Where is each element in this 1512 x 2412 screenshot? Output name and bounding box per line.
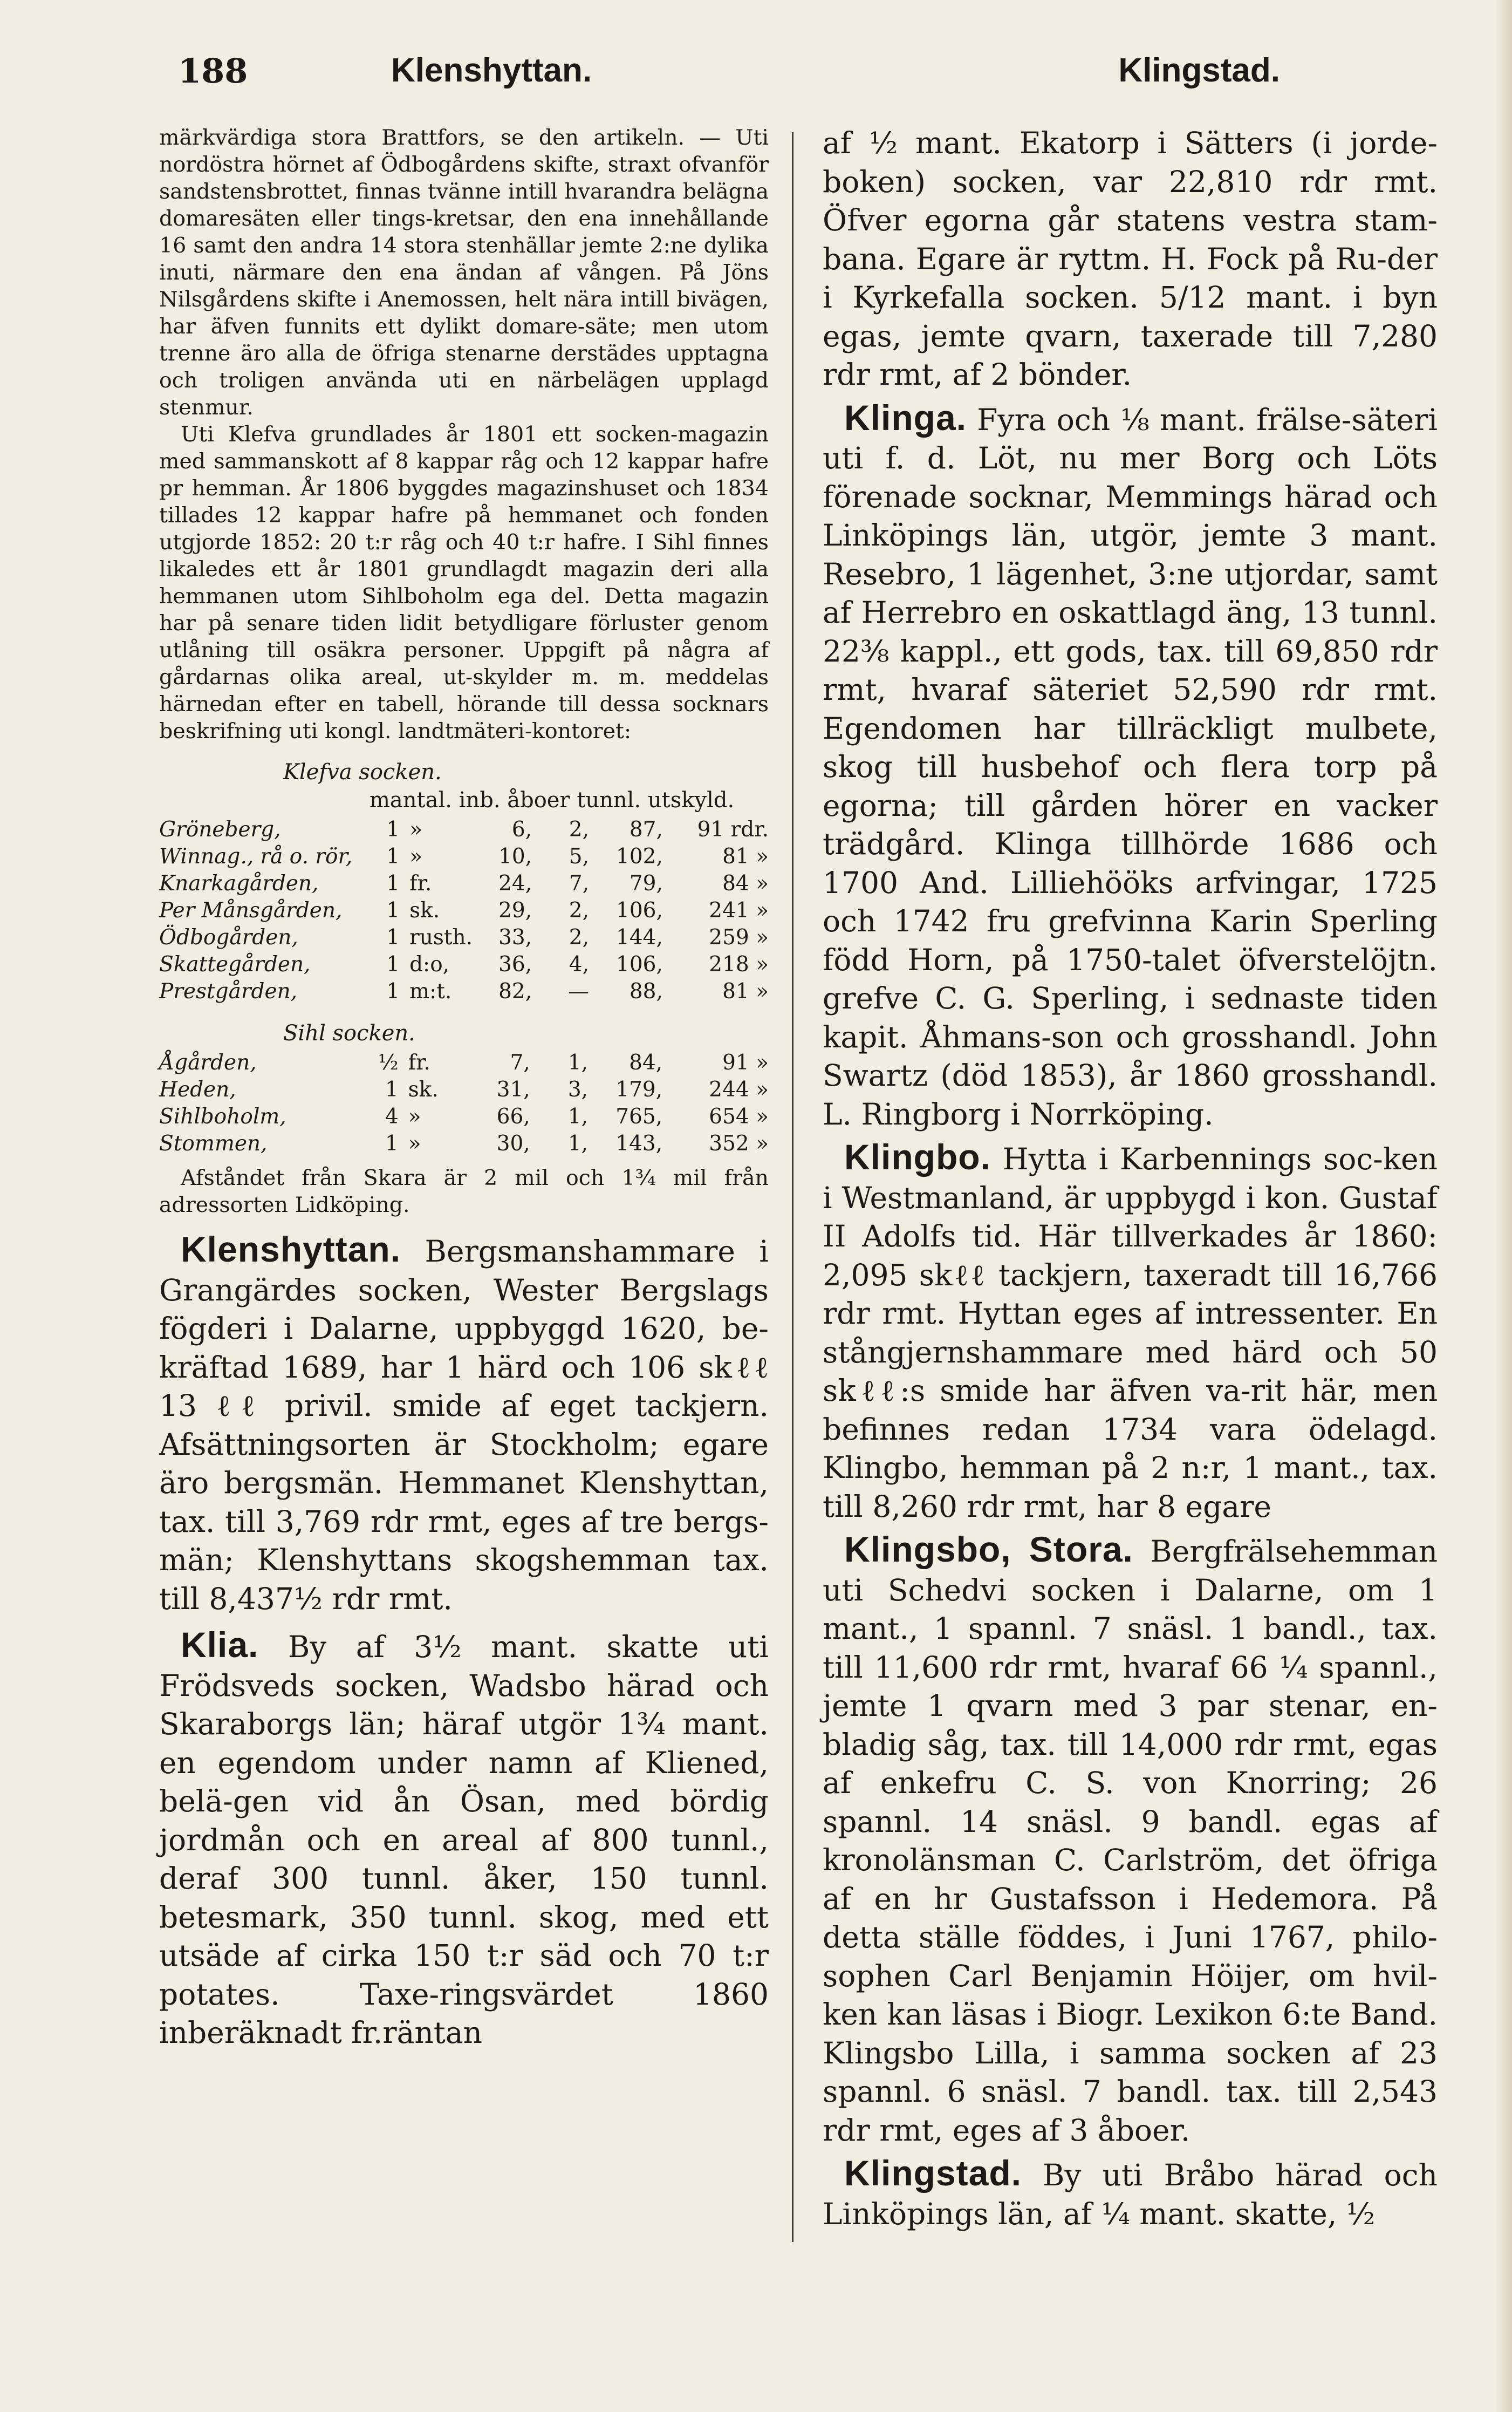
table-cell: 106, bbox=[616, 952, 663, 977]
table-cell: 143, bbox=[615, 1131, 663, 1156]
table-cell: d:o, bbox=[409, 952, 450, 977]
data-table bbox=[159, 1049, 769, 1157]
table-cell: Ågården, bbox=[159, 1050, 257, 1075]
table-cell: 82, bbox=[498, 979, 532, 1004]
table-cell: 352 » bbox=[709, 1131, 769, 1156]
table-cell: 84, bbox=[629, 1050, 663, 1075]
table-row bbox=[159, 897, 769, 924]
table-cell: 106, bbox=[616, 898, 663, 923]
table-row bbox=[159, 951, 769, 978]
page-header bbox=[178, 51, 1280, 94]
headword: Klingsbo, Stora. bbox=[844, 1529, 1133, 1569]
table-row bbox=[159, 1049, 769, 1076]
left-column bbox=[159, 124, 769, 2053]
paragraph-magazin: Uti Klefva grundlades år 1801 ett socken-magazin med sammanskott af 8 kappar råg och 12 kappar hafre pr hemman. År 1806 byggdes magazinshuset och 1834 tillades 12 kappar hafre på hemmanet och fonden utgjorde 1852: 20 t:r råg och 40 t:r hafre. I Sihl finnes likaledes ett år 1801 grundlagdt magazin deri alla hemmanen utom Sihlboholm ega del. Detta magazin har på senare tiden lidit betydligare förluster genom utlåning till osäkra personer. Uppgift på några af gårdarnas olika areal, ut-skylder m. m. meddelas härnedan efter en tabell, hörande till dessa socknars beskrifning uti kongl. landtmäteri-kontoret: bbox=[159, 422, 769, 744]
table-row bbox=[159, 924, 769, 951]
table-cell: 1, bbox=[567, 1131, 589, 1156]
entry-text: Bergsmanshammare i Grangärdes socken, Wester Bergslags fögderi i Dalarne, uppbyggd 1620, be-kräftad 1689, har 1 härd och 106 skℓℓ 13 ℓℓ privil. smide af eget tackjern. Afsättningsorten är Stockholm; egare äro bergsmän. Hemmanet Klenshyttan, tax. till 3,769 rdr rmt, eges af tre bergs-män; Klenshyttans skogshemman tax. till 8,437½ rdr rmt. bbox=[159, 1234, 769, 1616]
table-row bbox=[159, 1130, 769, 1157]
table-klefva bbox=[159, 760, 769, 1005]
headword: Klingstad. bbox=[844, 2153, 1022, 2193]
table-row bbox=[159, 870, 769, 897]
table-cell: 81 » bbox=[722, 844, 769, 869]
table-title: Sihl socken. bbox=[283, 1021, 415, 1046]
table-cell: 1 bbox=[386, 817, 400, 842]
table-cell: Winnag., rå o. rör, bbox=[159, 844, 353, 869]
table-sihl bbox=[159, 1021, 769, 1157]
page-number: 188 bbox=[178, 51, 248, 91]
entry-text: By af 3½ mant. skatte uti Frödsveds socken, Wadsbo härad och Skaraborgs län; häraf utgör 1¾ mant. en egendom under namn af Kliened, belä-gen vid ån Ösan, med bördig jordmån och en areal af 800 tunnl., deraf 300 tunnl. åker, 150 tunnl. betesmark, 350 tunnl. skog, med ett utsäde af cirka 150 t:r säd och 70 t:r potates. Taxe-ringsvärdet 1860 inberäknadt fr.räntan bbox=[159, 1630, 769, 2050]
table-cell: 259 » bbox=[709, 925, 769, 950]
table-cell: 87, bbox=[629, 817, 663, 842]
table-cell: 36, bbox=[498, 952, 532, 977]
entry-text: Hytta i Karbennings soc-ken i Westmanland, är uppbygd i kon. Gustaf II Adolfs tid. Här tillverkades år 1860: 2,095 skℓℓ tackjern, taxeradt till 16,766 rdr rmt. Hyttan eges af intressenter. En stångjernshammare med härd och 50 skℓℓ:s smide har äfven va-rit här, men befinnes redan 1734 vara ödelagd. Klingbo, hemman på 2 n:r, 1 mant., tax. till 8,260 rdr rmt, har 8 egare bbox=[823, 1142, 1438, 1524]
table-cell: 81 » bbox=[722, 979, 769, 1004]
table-cell: 7, bbox=[510, 1050, 530, 1075]
table-cell: 84 » bbox=[722, 871, 769, 896]
table-cell: 31, bbox=[496, 1077, 530, 1102]
table-cell: Stommen, bbox=[159, 1131, 268, 1156]
table-cell: » bbox=[409, 844, 422, 869]
table-cell: 144, bbox=[616, 925, 663, 950]
table-cell: 179, bbox=[615, 1077, 663, 1102]
entry-text: By uti Bråbo härad och Linköpings län, af ¼ mant. skatte, ½ bbox=[823, 2158, 1438, 2231]
page-edge-shadow bbox=[1496, 0, 1512, 2412]
headword: Klia. bbox=[181, 1625, 259, 1665]
table-cell: 244 » bbox=[709, 1077, 769, 1102]
table-cell: 24, bbox=[498, 871, 532, 896]
running-head-left: Klenshyttan. bbox=[391, 52, 592, 89]
table-cell: 241 » bbox=[709, 898, 769, 923]
entries-right bbox=[823, 124, 1438, 2233]
table-cell: 4 bbox=[385, 1104, 399, 1129]
headword: Klinga. bbox=[844, 397, 967, 438]
table-cell: sk. bbox=[409, 898, 440, 923]
entry-text: Bergfrälsehemman uti Schedvi socken i Dalarne, om 1 mant., 1 spannl. 7 snäsl. 1 bandl., tax. till 11,600 rdr rmt, hvaraf 66 ¼ spannl., jemte 1 qvarn med 3 par stenar, en-bladig såg, tax. till 14,000 rdr rmt, egas af enkefru C. S. von Knorring; 26 spannl. 14 snäsl. 9 bandl. egas af kronolänsman C. Carlström, det öfriga af en hr Gustafsson i Hedemora. På detta ställe föddes, i Juni 1767, philo-sophen Carl Benjamin Höijer, om hvil-ken kan läsas i Biogr. Lexikon 6:te Band. Klingsbo Lilla, i samma socken af 23 spannl. 6 snäsl. 7 bandl. tax. till 2,543 rdr rmt, eges af 3 åboer. bbox=[823, 1534, 1438, 2148]
table-cell: 1, bbox=[567, 1050, 589, 1075]
headword: Klingbo. bbox=[844, 1137, 991, 1177]
table-cell: 654 » bbox=[709, 1104, 769, 1129]
table-cell: 30, bbox=[496, 1131, 530, 1156]
table-cell: 6, bbox=[511, 817, 532, 842]
distance-note bbox=[159, 1164, 769, 1218]
table-cell: Heden, bbox=[159, 1077, 236, 1102]
table-cell: Sihlboholm, bbox=[159, 1104, 286, 1129]
table-cell: 1 bbox=[386, 952, 400, 977]
entry-klingstad bbox=[823, 2154, 1438, 2233]
entry-text: Fyra och ⅛ mant. frälse-säteri uti f. d. Löt, nu mer Borg och Löts förenade socknar, Memmings härad och Linköpings län, utgör, jemte 3 mant. Resebro, 1 lägenhet, 3:ne utjordar, samt af Herrebro en oskattlagd äng, 13 tunnl. 22⅜ kappl., ett gods, tax. till 69,850 rdr rmt, hvaraf säteriet 52,590 rdr rmt. Egendomen har tillräckligt mulbete, skog till husbehof och flera torp på egorna; till gården hörer en vacker trädgård. Klinga tillhörde 1686 och 1700 And. Lilliehööks arfvingar, 1725 och 1742 fru grefvinna Karin Sperling född Horn, på 1750-talet öfverstelöjtn. grefve C. G. Sperling, i sednaste tiden kapit. Åhmans-son och grosshandl. John Swartz (död 1853), år 1860 grosshandl. L. Ringborg i Norrköping. bbox=[823, 402, 1438, 1132]
table-row bbox=[159, 1076, 769, 1103]
table-cell: 1 bbox=[386, 871, 400, 896]
table-cell: Knarkagården, bbox=[159, 871, 319, 896]
entry-klingbo bbox=[823, 1138, 1438, 1526]
table-cell: Per Månsgården, bbox=[159, 898, 343, 923]
table-cell: 79, bbox=[629, 871, 663, 896]
table-cell: 218 » bbox=[709, 952, 769, 977]
entry-klingsbo bbox=[823, 1530, 1438, 2150]
table-cell: 33, bbox=[498, 925, 532, 950]
table-cell: 1 bbox=[385, 1077, 399, 1102]
table-cell: 2, bbox=[569, 817, 589, 842]
table-cell: 10, bbox=[498, 844, 532, 869]
table-cell: 91 » bbox=[722, 1050, 769, 1075]
table-cell: m:t. bbox=[409, 979, 452, 1004]
table-cell: 2, bbox=[569, 925, 589, 950]
table-cell: Skattegården, bbox=[159, 952, 311, 977]
table-cell: 1 bbox=[386, 979, 400, 1004]
table-row bbox=[159, 978, 769, 1005]
table-title: Klefva socken. bbox=[283, 760, 442, 785]
entry-klia bbox=[159, 1626, 769, 2053]
table-cell: fr. bbox=[409, 871, 432, 896]
table-cell: 3, bbox=[567, 1077, 589, 1102]
table-cell: » bbox=[408, 1104, 421, 1129]
table-cell: 66, bbox=[496, 1104, 530, 1129]
table-cell: 2, bbox=[569, 898, 589, 923]
table-cell: 7, bbox=[569, 871, 589, 896]
table-cell: sk. bbox=[408, 1077, 439, 1102]
table-row bbox=[159, 843, 769, 870]
table-row bbox=[159, 1103, 769, 1130]
table-cell: 102, bbox=[616, 844, 663, 869]
table-cell: » bbox=[408, 1131, 421, 1156]
data-table bbox=[159, 816, 769, 1005]
table-header: mantal. inb. åboer tunnl. utskyld. bbox=[370, 788, 735, 813]
headword: Klenshyttan. bbox=[181, 1229, 401, 1269]
table-cell: 1 bbox=[385, 1131, 399, 1156]
small-text-block bbox=[159, 124, 769, 745]
table-cell: fr. bbox=[408, 1050, 430, 1075]
table-row bbox=[159, 816, 769, 843]
table-cell: Gröneberg, bbox=[159, 817, 281, 842]
table-cell: 1 bbox=[386, 844, 400, 869]
entries-left bbox=[159, 1230, 769, 2053]
entry-klinga bbox=[823, 399, 1438, 1134]
table-cell: — bbox=[567, 979, 589, 1004]
table-cell: Ödbogården, bbox=[159, 925, 298, 950]
table-cell: 4, bbox=[569, 952, 589, 977]
right-column bbox=[823, 124, 1438, 2233]
column-divider bbox=[792, 132, 793, 2242]
table-cell: 1, bbox=[567, 1104, 589, 1129]
table-cell: 1 bbox=[386, 898, 400, 923]
table-cell: 5, bbox=[569, 844, 589, 869]
table-cell: Prestgården, bbox=[159, 979, 298, 1004]
paragraph-distance: Afståndet från Skara är 2 mil och 1¾ mil från adressorten Lidköping. bbox=[159, 1166, 769, 1217]
table-cell: 1 bbox=[386, 925, 400, 950]
table-cell: rusth. bbox=[409, 925, 473, 950]
paragraph-domaresaten: märkvärdiga stora Brattfors, se den artikeln. — Uti nordöstra hörnet af Ödbogårdens skifte, straxt ofvanför sandstensbrottet, finnas tvänne intill hvarandra belägna domaresäten eller tings-kretsar, den ena innehållande 16 samt den andra 14 stora stenhällar jemte 2:ne dylika inuti, närmare den ena ändan af vången. På Jöns Nilsgårdens skifte i Anemossen, helt nära intill bivägen, har äfven funnits ett dylikt domare-säte; men utom trenne äro alla de öfriga stenarne derstädes upptagna och troligen använda uti en närbelägen upplagd stenmur. bbox=[159, 125, 769, 420]
table-cell: 765, bbox=[615, 1104, 663, 1129]
table-cell: ½ bbox=[378, 1050, 399, 1075]
entry-klenshyttan bbox=[159, 1230, 769, 1618]
table-cell: 29, bbox=[498, 898, 532, 923]
entry-continuation: af ½ mant. Ekatorp i Sätters (i jorde-boken) socken, var 22,810 rdr rmt. Öfver egorna går statens vestra stam-bana. Egare är ryttm. H. Fock på Ru-der i Kyrkefalla socken. 5/12 mant. i byn egas, jemte qvarn, taxerade till 7,280 rdr rmt, af 2 bönder. bbox=[823, 126, 1438, 392]
table-cell: 88, bbox=[629, 979, 663, 1004]
running-head-right: Klingstad. bbox=[1118, 52, 1280, 89]
table-cell: » bbox=[409, 817, 422, 842]
table-cell: 91 rdr. bbox=[697, 817, 769, 842]
